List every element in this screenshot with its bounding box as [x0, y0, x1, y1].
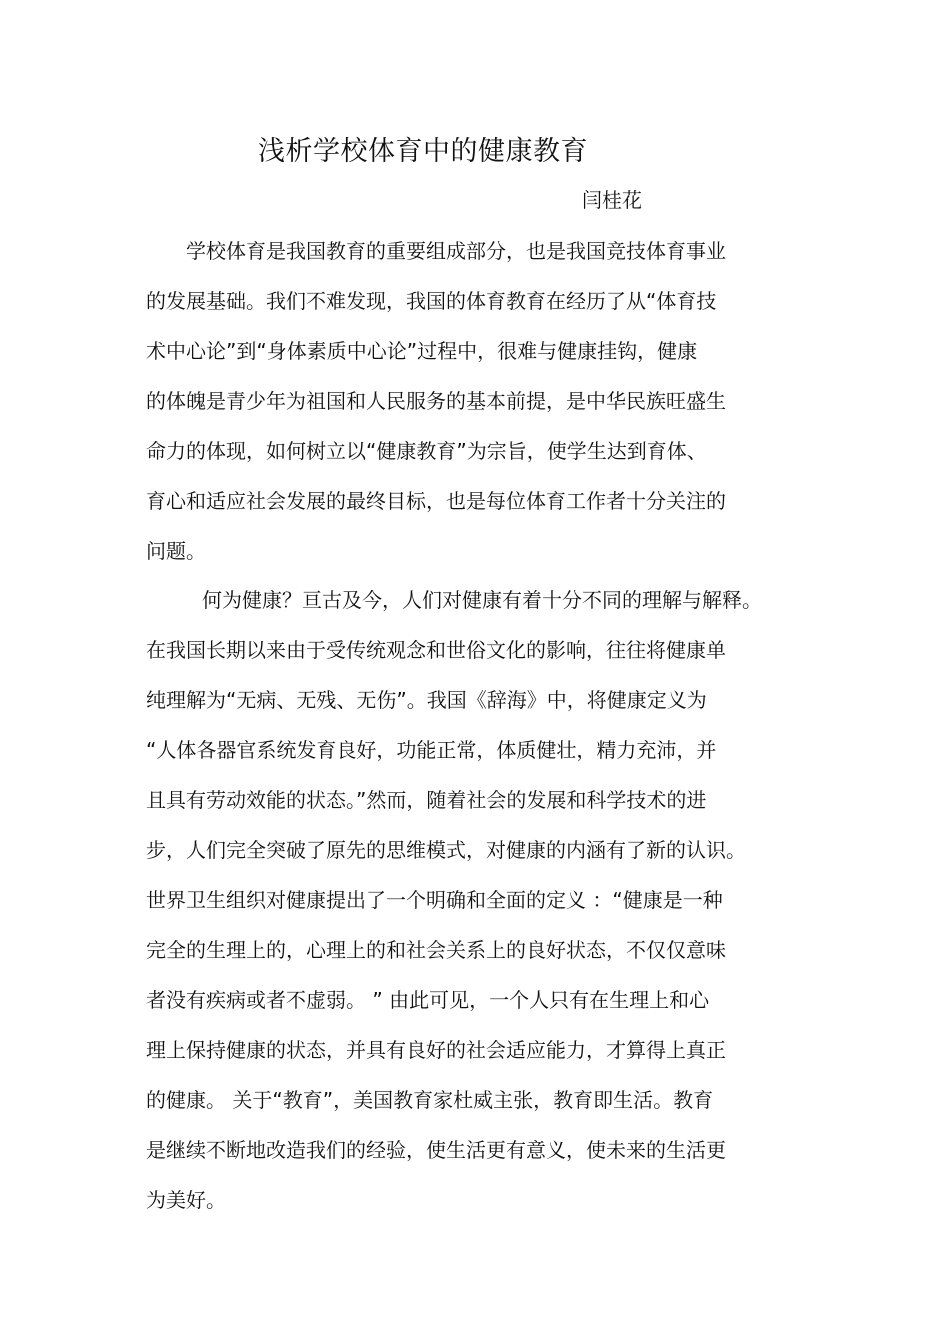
- author-name: 闫桂花: [582, 188, 642, 212]
- paragraph-line: 命力的体现，如何树立以“健康教育”为宗旨，使学生达到育体、: [146, 439, 707, 463]
- paragraph-line: 纯理解为“无病、无残、无伤”。我国《辞海》中，将健康定义为: [146, 688, 707, 712]
- paragraph-line: 者没有疾病或者不虚弱。 ” 由此可见，一个人只有在生理上和心: [146, 988, 710, 1012]
- paragraph-line: 的健康。 关于“教育”，美国教育家杜威主张，教育即生活。教育: [146, 1088, 714, 1112]
- paragraph-line: 问题。: [146, 539, 206, 563]
- paragraph-line: 育心和适应社会发展的最终目标，也是每位体育工作者十分关注的: [146, 489, 726, 513]
- document-title: 浅析学校体育中的健康教育: [258, 136, 588, 167]
- paragraph-line: 世界卫生组织对健康提出了一个明确和全面的定义 ：“健康是一种: [146, 888, 723, 912]
- paragraph-line: 为美好。: [146, 1188, 226, 1212]
- paragraph-line: 何为健康？亘古及今，人们对健康有着十分不同的理解与解释。: [202, 588, 762, 612]
- paragraph-2: [146, 575, 846, 1225]
- paragraph-line: 术中心论”到“身体素质中心论”过程中，很难与健康挂钩，健康: [146, 339, 698, 363]
- paragraph-line: 在我国长期以来由于受传统观念和世俗文化的影响，往往将健康单: [146, 638, 726, 662]
- paragraph-line: 步，人们完全突破了原先的思维模式，对健康的内涵有了新的认识。: [146, 838, 746, 862]
- paragraph-line: “人体各器官系统发育良好，功能正常，体质健壮，精力充沛，并: [146, 738, 717, 762]
- paragraph-line: 是继续不断地改造我们的经验，使生活更有意义，使未来的生活更: [146, 1138, 726, 1162]
- paragraph-line: 的发展基础。我们不难发现，我国的体育教育在经历了从“体育技: [146, 289, 717, 313]
- paragraph-line: 且具有劳动效能的状态。”然而，随着社会的发展和科学技术的进: [146, 788, 707, 812]
- paragraph-line: 的体魄是青少年为祖国和人民服务的基本前提，是中华民族旺盛生: [146, 389, 726, 413]
- paragraph-line: 完全的生理上的，心理上的和社会关系上的良好状态，不仅仅意味: [146, 938, 726, 962]
- paragraph-line: 学校体育是我国教育的重要组成部分，也是我国竞技体育事业: [186, 239, 726, 263]
- paragraph-1: [146, 226, 846, 576]
- paragraph-line: 理上保持健康的状态，并具有良好的社会适应能力，才算得上真正: [146, 1038, 726, 1062]
